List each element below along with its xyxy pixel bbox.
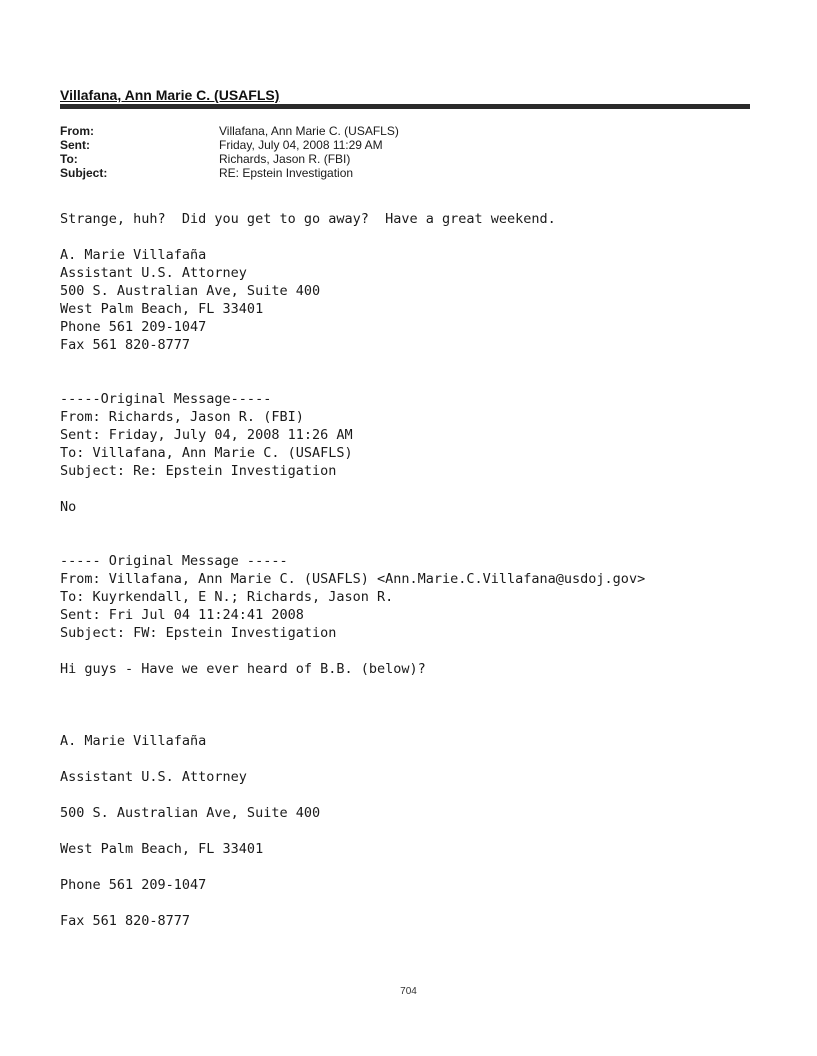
header-from-row: [60, 124, 750, 138]
forwarded-to-line: To: Kuyrkendall, E N.; Richards, Jason R.: [60, 589, 394, 605]
page-number: 704: [400, 986, 417, 997]
reply-message: Strange, huh? Did you get to go away? Have a great weekend.: [60, 211, 556, 227]
forwarded-from-line: From: Villafana, Ann Marie C. (USAFLS) <Ann.Marie.C.Villafana@usdoj.gov>: [60, 571, 646, 587]
signature-title: Assistant U.S. Attorney: [60, 265, 247, 281]
heading-rule: [60, 104, 750, 109]
signature-address: 500 S. Australian Ave, Suite 400: [60, 283, 321, 299]
signature-phone: Phone 561 209-1047: [60, 319, 207, 335]
original-sent-line: Sent: Friday, July 04, 2008 11:26 AM: [60, 427, 353, 443]
original-to-line: To: Villafana, Ann Marie C. (USAFLS): [60, 445, 353, 461]
header-sent-row: [60, 138, 750, 152]
sender-name-heading: Villafana, Ann Marie C. (USAFLS): [60, 87, 280, 103]
header-sent-value: Friday, July 04, 2008 11:29 AM: [219, 138, 383, 152]
signature-name: A. Marie Villafaña: [60, 247, 207, 263]
forwarded-signature-name: A. Marie Villafaña: [60, 733, 207, 749]
forwarded-signature-phone: Phone 561 209-1047: [60, 877, 207, 893]
header-to-label: To:: [60, 152, 78, 166]
forwarded-signature-title: Assistant U.S. Attorney: [60, 769, 247, 785]
original-message-divider: -----Original Message-----: [60, 391, 272, 407]
forwarded-subject-line: Subject: FW: Epstein Investigation: [60, 625, 337, 641]
signature-city: West Palm Beach, FL 33401: [60, 301, 264, 317]
header-to-value: Richards, Jason R. (FBI): [219, 152, 351, 166]
original-subject-line: Subject: Re: Epstein Investigation: [60, 463, 337, 479]
header-subject-row: [60, 166, 750, 180]
header-from-value: Villafana, Ann Marie C. (USAFLS): [219, 124, 399, 138]
signature-fax: Fax 561 820-8777: [60, 337, 191, 353]
header-subject-value: RE: Epstein Investigation: [219, 166, 354, 180]
header-subject-label: Subject:: [60, 166, 108, 180]
forwarded-signature-city: West Palm Beach, FL 33401: [60, 841, 264, 857]
original-message-body: No: [60, 499, 77, 515]
header-sent-label: Sent:: [60, 138, 90, 152]
original-from-line: From: Richards, Jason R. (FBI): [60, 409, 304, 425]
forwarded-message-body: Hi guys - Have we ever heard of B.B. (below)?: [60, 661, 426, 677]
forwarded-signature-fax: Fax 561 820-8777: [60, 913, 191, 929]
forwarded-sent-line: Sent: Fri Jul 04 11:24:41 2008: [60, 607, 304, 623]
header-to-row: [60, 152, 750, 166]
header-from-label: From:: [60, 124, 94, 138]
forwarded-message-divider: ----- Original Message -----: [60, 553, 288, 569]
forwarded-signature-address: 500 S. Australian Ave, Suite 400: [60, 805, 321, 821]
